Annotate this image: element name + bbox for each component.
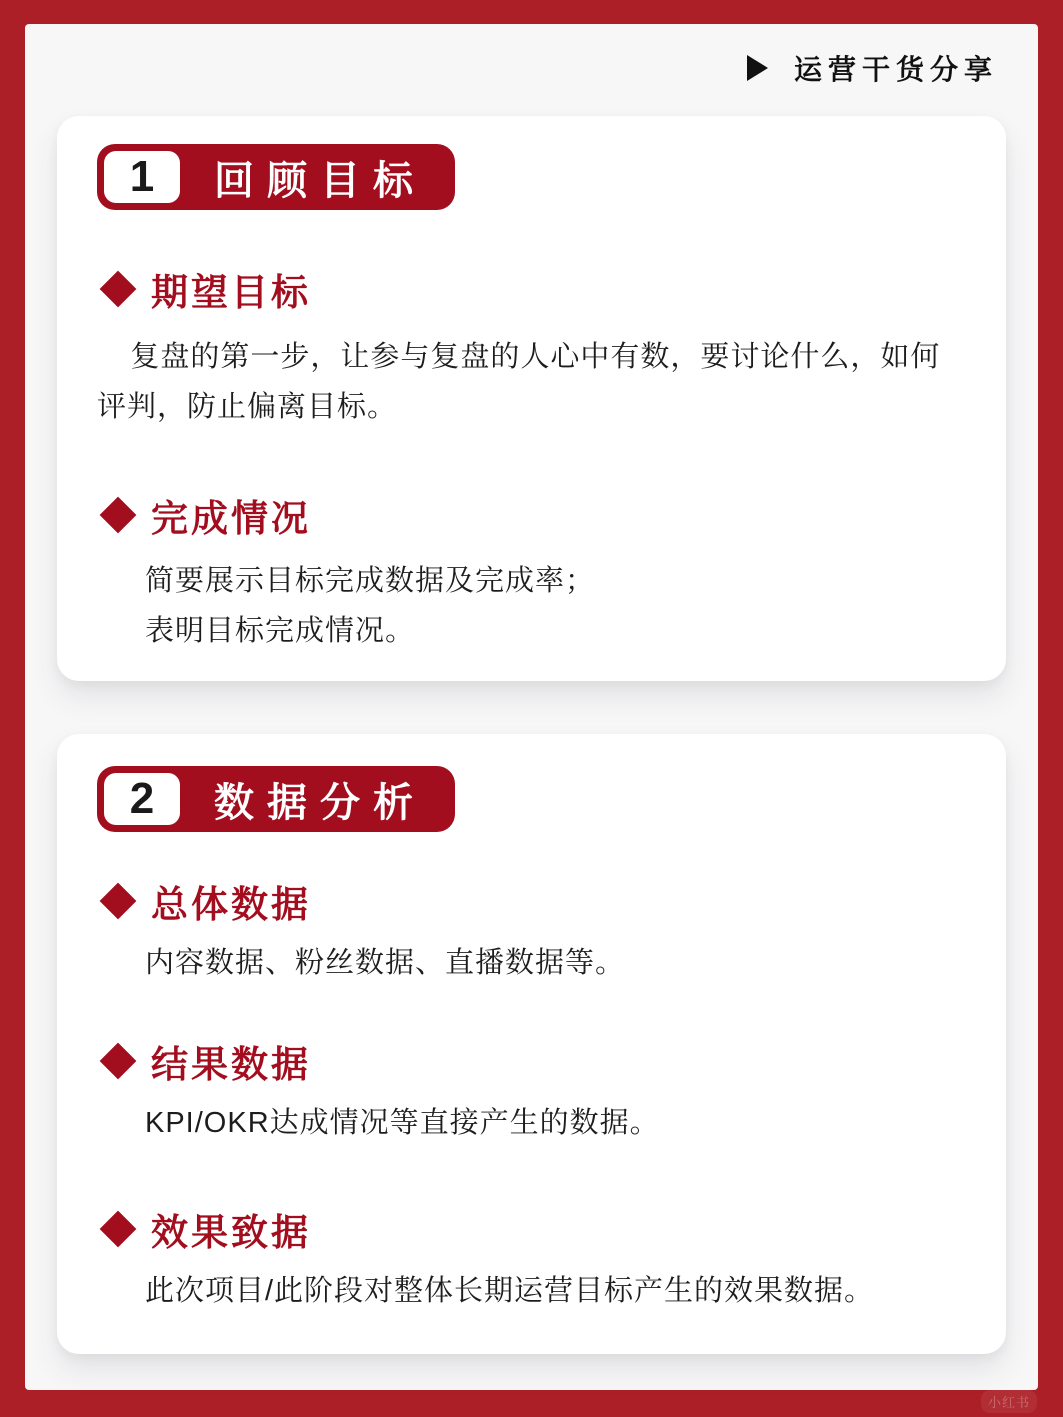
page-inner [25,24,1038,1390]
section-body-line: 内容数据、粉丝数据、直播数据等。 [145,947,626,979]
play-triangle-icon [747,55,768,81]
section-title: 总体数据 [151,884,311,925]
diamond-bullet-icon [100,1043,137,1080]
card1-title: 回顾目标 [214,158,426,203]
card2-title: 数据分析 [214,780,426,825]
card-data-analysis [57,734,1006,1354]
section-heading-expected-goals [97,262,966,316]
diamond-bullet-icon [100,497,137,534]
section-title: 效果致据 [151,1212,311,1253]
xiaohongshu-watermark: 小红书 [981,1390,1037,1413]
section-title: 期望目标 [151,272,311,313]
section-body-line: 表明目标完成情况。 [145,615,416,647]
section-body [97,1098,966,1148]
section-body-line: KPI/OKR达成情况等直接产生的数据。 [145,1107,660,1139]
section-heading-result-data [97,1034,966,1088]
section-body [97,1266,966,1316]
section-title: 结果数据 [151,1044,311,1085]
card1-number-badge [97,144,455,210]
page-header [25,24,1038,90]
diamond-bullet-icon [100,883,137,920]
diamond-bullet-icon [100,271,137,308]
section-body-text: 复盘的第一步，让参与复盘的人心中有数，要讨论什么，如何评判，防止偏离目标。 [97,341,941,423]
section-heading-effect-data [97,1202,966,1256]
card-review-goals [57,116,1006,681]
diamond-bullet-icon [100,1211,137,1248]
header-title: 运营干货分享 [793,54,998,85]
section-body-line: 简要展示目标完成数据及完成率； [145,565,596,597]
card2-number: 2 [104,773,180,825]
section-heading-completion-status [97,488,966,542]
section-title: 完成情况 [151,498,311,539]
section-body [97,556,966,656]
card1-number: 1 [104,151,180,203]
card2-number-badge [97,766,455,832]
section-body [97,938,966,988]
section-body-line: 此次项目/此阶段对整体长期运营目标产生的效果数据。 [145,1275,875,1307]
section-heading-overall-data [97,874,966,928]
